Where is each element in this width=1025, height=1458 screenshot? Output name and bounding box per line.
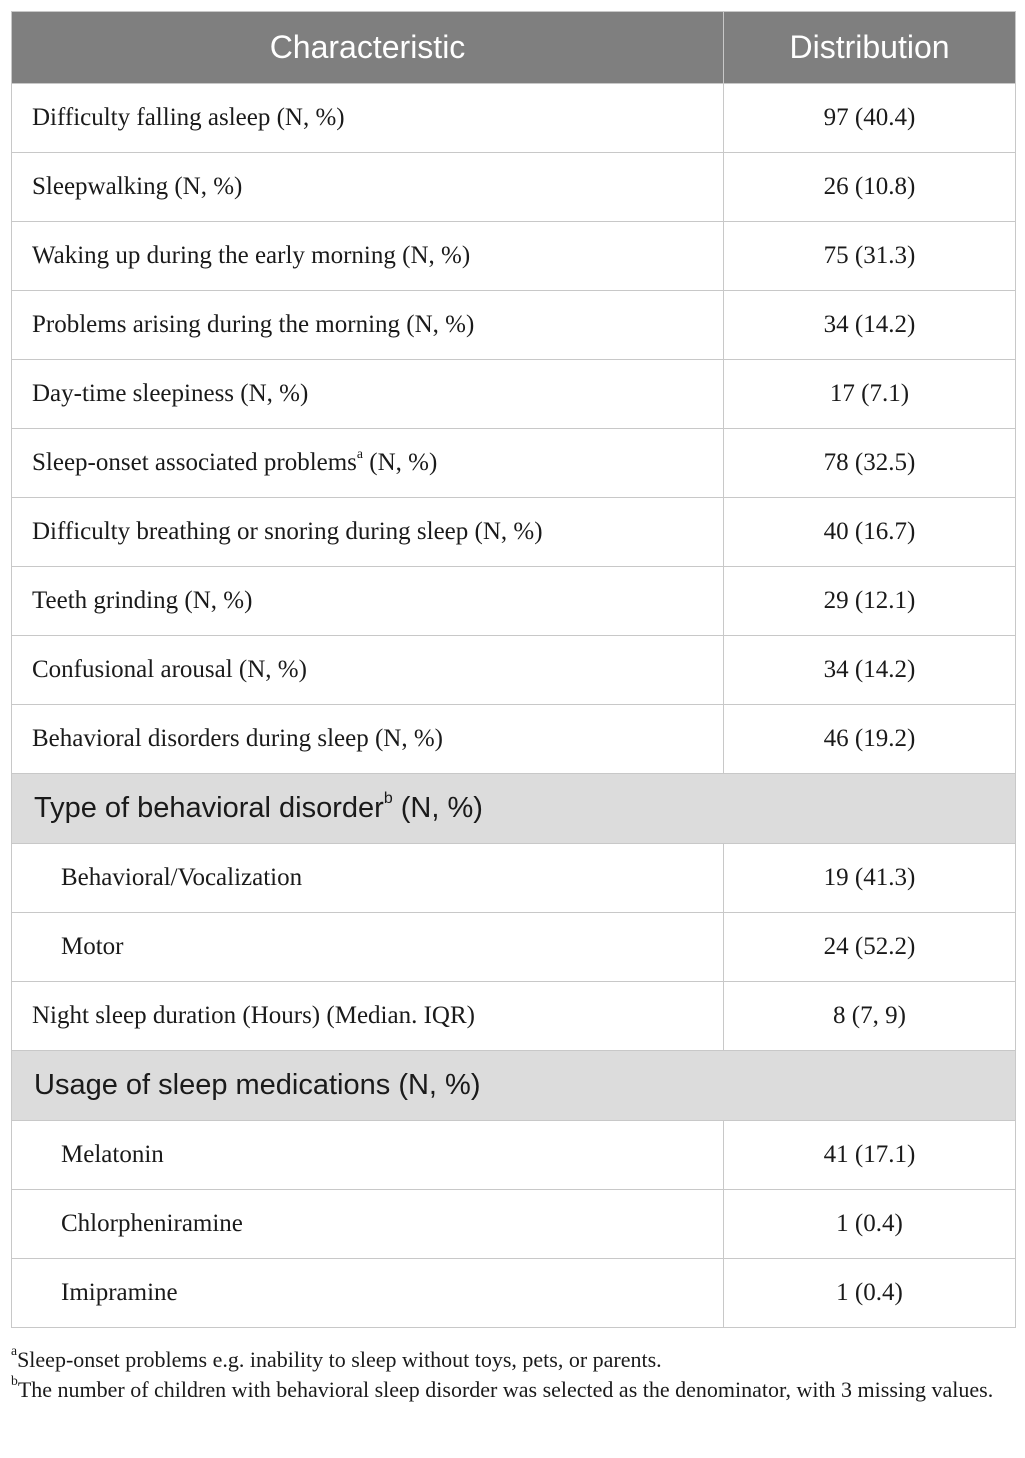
header-characteristic: Characteristic — [12, 12, 724, 84]
footnote-b-text: The number of children with behavioral sleep disorder was selected as the denominator, with 3 missing values. — [17, 1377, 994, 1402]
row-value: 41 (17.1) — [724, 1121, 1016, 1190]
table-row — [12, 844, 1016, 913]
row-value: 19 (41.3) — [724, 844, 1016, 913]
table-row — [12, 636, 1016, 705]
row-label-suffix: (N, %) — [363, 449, 438, 476]
row-label: Motor — [12, 913, 724, 982]
section-label-suffix: (N, %) — [392, 792, 483, 824]
row-value: 40 (16.7) — [724, 498, 1016, 567]
row-value: 46 (19.2) — [724, 705, 1016, 774]
row-label: Difficulty breathing or snoring during sleep (N, %) — [12, 498, 724, 567]
table-row — [12, 913, 1016, 982]
table-row — [12, 982, 1016, 1051]
row-value: 29 (12.1) — [724, 567, 1016, 636]
table-row — [12, 222, 1016, 291]
section-label-text: Type of behavioral disorder — [34, 792, 384, 824]
section-header-sleep-medications — [12, 1051, 1016, 1121]
footnote-a — [11, 1345, 1017, 1375]
row-label: Behavioral disorders during sleep (N, %) — [12, 705, 724, 774]
row-value: 34 (14.2) — [724, 291, 1016, 360]
section-header-label: Usage of sleep medications (N, %) — [12, 1051, 1016, 1121]
row-label-text: Sleep-onset associated problems — [32, 449, 357, 476]
table-row — [12, 360, 1016, 429]
row-value: 78 (32.5) — [724, 429, 1016, 498]
row-label: Sleepwalking (N, %) — [12, 153, 724, 222]
row-value: 26 (10.8) — [724, 153, 1016, 222]
table-row — [12, 1259, 1016, 1328]
row-label: Night sleep duration (Hours) (Median. IQR) — [12, 982, 724, 1051]
section-header-behavioral-disorder — [12, 774, 1016, 844]
footnote-marker-b: b — [383, 790, 393, 808]
table-row — [12, 1190, 1016, 1259]
footnote-a-marker: a — [11, 1343, 18, 1359]
table-row — [12, 1121, 1016, 1190]
table-row — [12, 84, 1016, 153]
sleep-characteristics-table — [11, 11, 1016, 1328]
header-distribution: Distribution — [724, 12, 1016, 84]
row-label: Confusional arousal (N, %) — [12, 636, 724, 705]
table-row — [12, 705, 1016, 774]
row-label — [12, 429, 724, 498]
row-label: Waking up during the early morning (N, %) — [12, 222, 724, 291]
row-label: Melatonin — [12, 1121, 724, 1190]
footnote-a-text: Sleep-onset problems e.g. inability to sleep without toys, pets, or parents. — [17, 1347, 662, 1372]
row-value: 1 (0.4) — [724, 1190, 1016, 1259]
sleep-characteristics-table-wrapper — [11, 11, 1015, 1328]
footnote-marker-a: a — [356, 445, 364, 461]
table-footnotes — [11, 1345, 1017, 1405]
table-row — [12, 498, 1016, 567]
row-label: Imipramine — [12, 1259, 724, 1328]
table-row — [12, 291, 1016, 360]
row-value: 24 (52.2) — [724, 913, 1016, 982]
row-value: 97 (40.4) — [724, 84, 1016, 153]
row-label: Behavioral/Vocalization — [12, 844, 724, 913]
row-label: Chlorpheniramine — [12, 1190, 724, 1259]
section-header-label — [12, 774, 1016, 844]
table-row — [12, 567, 1016, 636]
row-label: Day-time sleepiness (N, %) — [12, 360, 724, 429]
row-label: Difficulty falling asleep (N, %) — [12, 84, 724, 153]
row-label: Teeth grinding (N, %) — [12, 567, 724, 636]
row-value: 1 (0.4) — [724, 1259, 1016, 1328]
table-row — [12, 429, 1016, 498]
row-value: 75 (31.3) — [724, 222, 1016, 291]
row-label: Problems arising during the morning (N, %) — [12, 291, 724, 360]
row-value: 17 (7.1) — [724, 360, 1016, 429]
row-value: 34 (14.2) — [724, 636, 1016, 705]
row-value: 8 (7, 9) — [724, 982, 1016, 1051]
footnote-b-marker: b — [11, 1373, 18, 1389]
footnote-b — [11, 1375, 1017, 1405]
table-header-row — [12, 12, 1016, 84]
table-row — [12, 153, 1016, 222]
